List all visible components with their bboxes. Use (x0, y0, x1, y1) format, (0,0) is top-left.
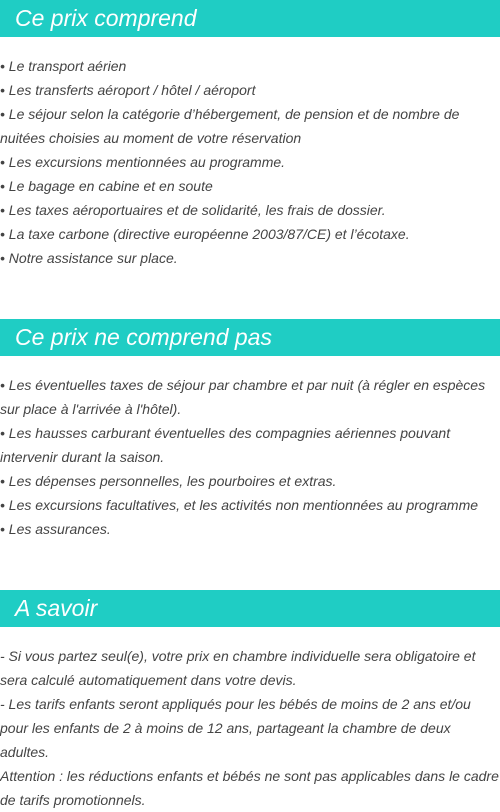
list-item: - Les tarifs enfants seront appliqués pour les bébés de moins de 2 ans et/ou pour les enfants de 2 à moins de 12 ans, partageant la chambre de deux adultes. (0, 696, 471, 760)
list-item: • Le séjour selon la catégorie d’hébergement, de pension et de nombre de nuitées choisies au moment de votre réservation (0, 106, 460, 146)
included-list (0, 54, 500, 270)
list-item: • Notre assistance sur place. (0, 250, 178, 266)
list-item: • Les dépenses personnelles, les pourboires et extras. (0, 473, 337, 489)
list-item: • Les taxes aéroportuaires et de solidarité, les frais de dossier. (0, 202, 386, 218)
list-item: • La taxe carbone (directive européenne 2003/87/CE) et l’écotaxe. (0, 226, 410, 242)
section-title-good-to-know: A savoir (15, 595, 98, 621)
not-included-list (0, 373, 500, 541)
list-item: • Les assurances. (0, 521, 111, 537)
list-item: • Les excursions mentionnées au programme. (0, 154, 286, 170)
list-item: • Les excursions facultatives, et les activités non mentionnées au programme (0, 497, 479, 513)
list-item: • Les hausses carburant éventuelles des compagnies aériennes pouvant intervenir durant la saison. (0, 425, 451, 465)
list-item: Attention : les réductions enfants et bébés ne sont pas applicables dans le cadre de tarifs promotionnels. (0, 768, 499, 808)
section-header-included (0, 0, 500, 37)
section-title-included: Ce prix comprend (15, 5, 197, 31)
list-item: • Le bagage en cabine et en soute (0, 178, 213, 194)
list-item: • Les transferts aéroport / hôtel / aéroport (0, 82, 256, 98)
list-item: • Le transport aérien (0, 58, 127, 74)
list-item: • Les éventuelles taxes de séjour par chambre et par nuit (à régler en espèces sur place à l'arrivée à l'hôtel). (0, 377, 486, 417)
good-to-know-list (0, 644, 500, 812)
list-item: - Si vous partez seul(e), votre prix en chambre individuelle sera obligatoire et sera calculé automatiquement dans votre devis. (0, 648, 476, 688)
section-header-not-included (0, 319, 500, 356)
section-header-good-to-know (0, 590, 500, 627)
section-title-not-included: Ce prix ne comprend pas (15, 324, 272, 350)
